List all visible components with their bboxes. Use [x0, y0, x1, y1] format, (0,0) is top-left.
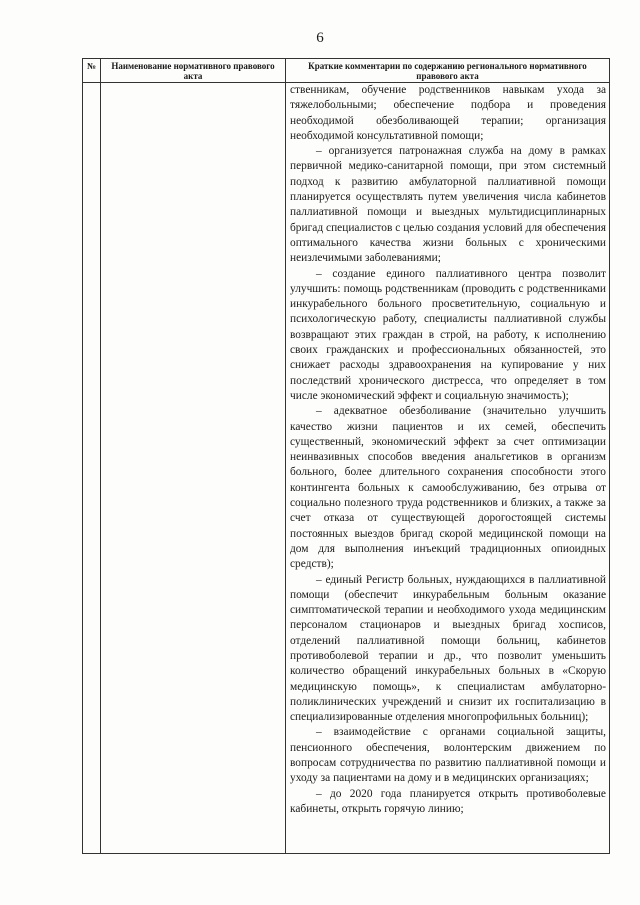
- paragraph: ственникам, обучение родственников навыкам ухода за тяжелобольными; обеспечение подбора и проведения необходимой обезболивающей терапии; организация необходимой консультативной помощи;: [290, 84, 606, 142]
- table-header-row: [83, 59, 610, 83]
- cell-number: [83, 83, 101, 854]
- header-act-name: Наименование нормативного правового акта: [101, 59, 286, 83]
- page-number: 6: [316, 30, 324, 46]
- header-comments: Краткие комментарии по содержанию регионального нормативного правового акта: [286, 59, 610, 83]
- comments-text: [286, 83, 609, 817]
- paragraph: – единый Регистр больных, нуждающихся в паллиативной помощи (обеспечит инкурабельным больным оказание симптоматической терапии и необходимого ухода медицинским персоналом стационаров и выездных бригад хосписов, отделений паллиативной помощи больниц, кабинетов противоболевой терапии и др., что позволит уменьшить количество обращений инкурабельных больных в «Скорую медицинскую помощь», к специалистам амбулаторно-поликлинических учреждений и снизит их госпитализацию в специализированные отделения многопрофильных больниц);: [290, 573, 606, 724]
- paragraph: – до 2020 года планируется открыть противоболевые кабинеты, открыть горячую линию;: [290, 787, 606, 815]
- cell-comments: [286, 83, 610, 854]
- paragraph: – организуется патронажная служба на дому в рамках первичной медико-санитарной помощи, при этом системный подход к развитию амбулаторной паллиативной помощи планируется осуществлять путем увеличения числа кабинетов паллиативной помощи и выездных мультидисциплинарных бригад специалистов с целью создания условий для обеспечения оптимального качества жизни больных с хроническими неизлечимыми заболеваниями;: [290, 145, 606, 265]
- table-row: [83, 83, 610, 854]
- header-number: №: [83, 59, 101, 83]
- paragraph: – создание единого паллиативного центра позволит улучшить: помощь родственникам (проводить с родственниками инкурабельного больного просветительную, социальную и психологическую работу, специалисты паллиативной службы возвращают этих граждан в строй, на работу, к исполнению своих гражданских и профессиональных обязанностей, это снижает расходы здравоохранения на купирование у них последствий хронического дистресса, что определяет в том числе экономический эффект и социальную значимость);: [290, 267, 606, 402]
- legal-acts-table: [82, 58, 610, 854]
- paragraph: – адекватное обезболивание (значительно улучшить качество жизни пациентов и их семей, обеспечить существенный, экономический эффект за счет оптимизации неинвазивных способов введения анальгетиков в организм больного, более длительного сохранения способности этого контингента больных к самообслуживанию, без отрыва от социально полезного труда родственников и близких, а также за счет отказа от существующей дорогостоящей системы постоянных выездов бригад скорой медицинской помощи на дом для выполнения инъекций традиционных опиоидных средств);: [290, 405, 606, 571]
- cell-act-name: [101, 83, 286, 854]
- paragraph: – взаимодействие с органами социальной защиты, пенсионного обеспечения, волонтерским движением по вопросам сотрудничества по развитию паллиативной помощи и уходу за пациентами на дому и в медицинских организациях;: [290, 726, 606, 785]
